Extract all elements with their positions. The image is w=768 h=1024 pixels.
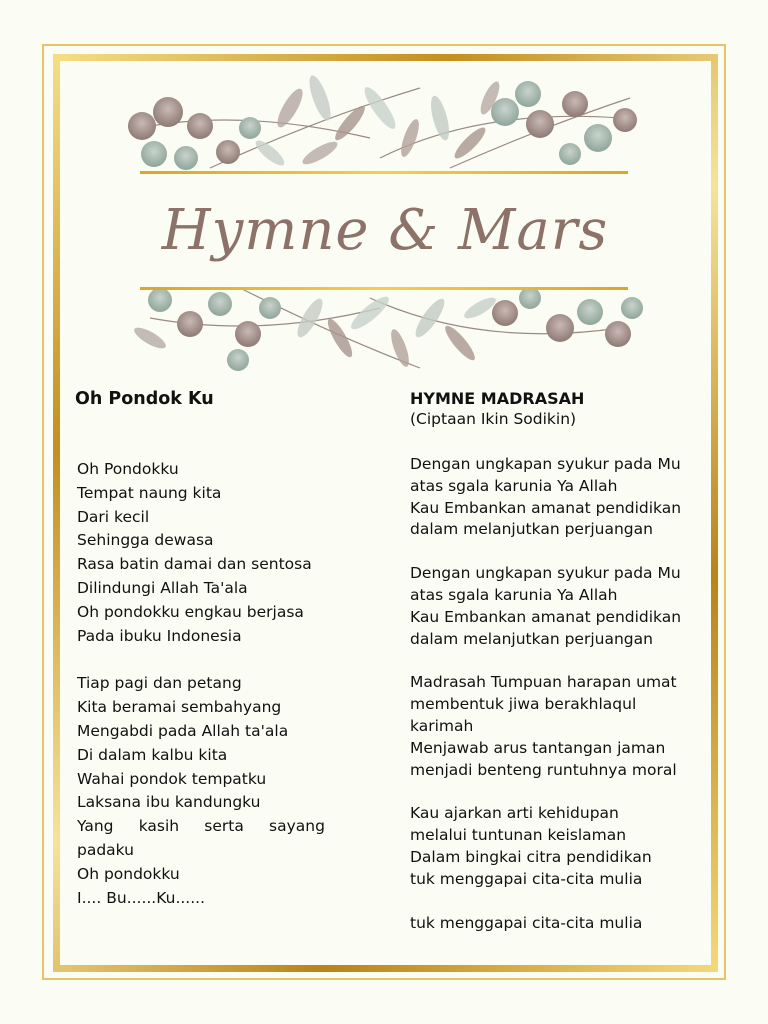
lyric-line: Tiap pagi dan petang: [77, 674, 242, 693]
lyric-line-justified: [77, 815, 325, 839]
lyric-line: Oh Pondokku: [77, 460, 179, 478]
lyric-line: membentuk jiwa berakhlaqul: [410, 695, 637, 714]
lyric-word: serta: [204, 817, 244, 836]
lyric-line: dalam melanjutkan perjuangan: [410, 629, 653, 648]
right-song-lyrics: [410, 454, 710, 934]
lyric-line: Menjawab arus tantangan jaman: [410, 738, 666, 757]
lyric-line: tuk menggapai cita-cita mulia: [410, 869, 643, 888]
lyric-line: Mengabdi pada Allah ta'ala: [77, 721, 289, 740]
left-song-title: Oh Pondok Ku: [75, 389, 214, 409]
lyric-line: Laksana ibu kandungku: [77, 793, 261, 812]
lyric-line: dalam melanjutkan perjuangan: [410, 520, 653, 539]
right-song-title: HYMNE MADRASAH: [410, 389, 585, 408]
lyric-line: Dilindungi Allah Ta'ala: [77, 578, 248, 597]
lyric-line: Madrasah Tumpuan harapan umat: [410, 673, 677, 692]
lyric-line: Dalam bingkai citra pendidikan: [410, 847, 652, 866]
lyric-line: Kau Embankan amanat pendidikan: [410, 498, 682, 517]
lyric-line: Wahai pondok tempatku: [77, 769, 267, 788]
lyric-line: Oh pondokku engkau berjasa: [77, 602, 304, 621]
lyric-line: tuk menggapai cita-cita mulia: [410, 913, 643, 932]
lyric-line: I.... Bu......Ku......: [77, 888, 206, 907]
right-song-credit: (Ciptaan Ikin Sodikin): [410, 410, 577, 428]
lyric-line: Dengan ungkapan syukur pada Mu: [410, 455, 681, 473]
lyric-word: Yang: [77, 817, 114, 836]
lyric-line: melalui tuntunan keislaman: [410, 826, 627, 845]
lyric-line: menjadi benteng runtuhnya moral: [410, 760, 677, 779]
lyric-word: sayang: [269, 817, 325, 836]
left-song-lyrics: [77, 458, 327, 910]
lyric-line: karimah: [410, 716, 474, 735]
lyric-line: Tempat naung kita: [77, 483, 222, 502]
lyric-line: Kita beramai sembahyang: [77, 698, 282, 717]
lyric-line: atas sgala karunia Ya Allah: [410, 476, 618, 495]
lyric-word: kasih: [138, 817, 180, 836]
lyric-line: Pada ibuku Indonesia: [77, 626, 242, 645]
lyric-line: Kau ajarkan arti kehidupan: [410, 804, 619, 823]
lyric-line: Oh pondokku: [77, 864, 180, 883]
lyric-line: Kau Embankan amanat pendidikan: [410, 607, 682, 626]
lyric-line: atas sgala karunia Ya Allah: [410, 585, 618, 604]
lyric-line: Di dalam kalbu kita: [77, 745, 228, 764]
gold-divider-top: [140, 171, 628, 174]
lyric-line: padaku: [77, 840, 134, 859]
lyric-line: Dari kecil: [77, 507, 150, 526]
page-title: Hymne & Mars: [161, 198, 609, 263]
lyric-line: Rasa batin damai dan sentosa: [77, 555, 312, 574]
gold-divider-bottom: [140, 287, 628, 290]
lyric-line: Dengan ungkapan syukur pada Mu: [410, 564, 681, 583]
lyric-line: Sehingga dewasa: [77, 531, 214, 550]
